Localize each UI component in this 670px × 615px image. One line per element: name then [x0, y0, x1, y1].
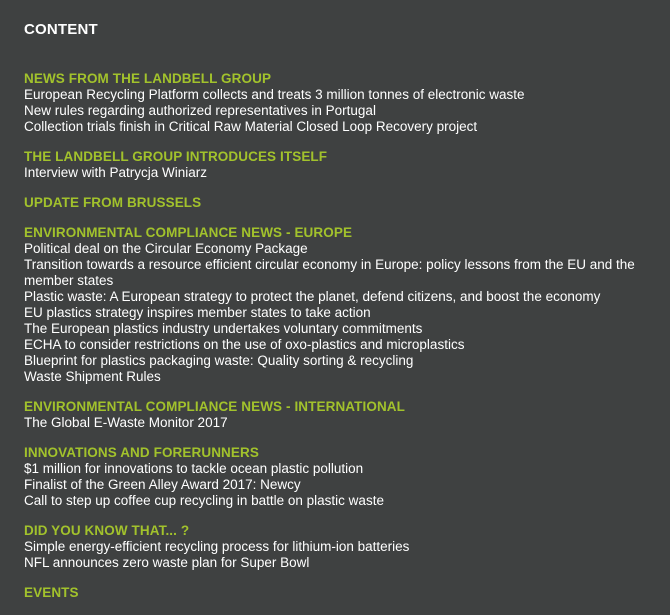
- article-link[interactable]: Call to step up coffee cup recycling in battle on plastic waste: [24, 493, 384, 508]
- article-link[interactable]: The Global E-Waste Monitor 2017: [24, 415, 228, 430]
- list-item: [24, 241, 670, 257]
- article-link[interactable]: Transition towards a resource efficient circular economy in Europe: policy lessons from the EU and the member states: [24, 257, 635, 288]
- section-heading-link[interactable]: EVENTS: [24, 585, 79, 600]
- article-link[interactable]: Blueprint for plastics packaging waste: Quality sorting & recycling: [24, 353, 414, 368]
- content-section: [24, 445, 670, 509]
- article-link[interactable]: Plastic waste: A European strategy to protect the planet, defend citizens, and boost the economy: [24, 289, 601, 304]
- list-item: [24, 415, 670, 431]
- list-item: [24, 305, 670, 321]
- article-link[interactable]: EU plastics strategy inspires member states to take action: [24, 305, 371, 320]
- page-title: CONTENT: [24, 21, 98, 38]
- list-item: [24, 461, 670, 477]
- content-section: [24, 195, 670, 211]
- content-section: [24, 225, 670, 385]
- article-list: [24, 539, 670, 571]
- content-section: [24, 71, 670, 135]
- list-item: [24, 165, 670, 181]
- content-section: [24, 149, 670, 181]
- article-link[interactable]: Simple energy-efficient recycling process for lithium-ion batteries: [24, 539, 410, 554]
- article-list: [24, 241, 670, 385]
- article-list: [24, 415, 670, 431]
- content-section: [24, 523, 670, 571]
- section-heading-link[interactable]: NEWS FROM THE LANDBELL GROUP: [24, 71, 272, 86]
- table-of-contents: [24, 71, 670, 601]
- section-heading-link[interactable]: UPDATE FROM BRUSSELS: [24, 195, 202, 210]
- article-link[interactable]: New rules regarding authorized representatives in Portugal: [24, 103, 376, 118]
- article-link[interactable]: Interview with Patrycja Winiarz: [24, 165, 208, 180]
- article-link[interactable]: Collection trials finish in Critical Raw Material Closed Loop Recovery project: [24, 119, 478, 134]
- list-item: [24, 493, 670, 509]
- article-link[interactable]: NFL announces zero waste plan for Super Bowl: [24, 555, 310, 570]
- list-item: [24, 369, 670, 385]
- content-section: [24, 399, 670, 431]
- list-item: [24, 87, 670, 103]
- article-list: [24, 461, 670, 509]
- article-list: [24, 87, 670, 135]
- list-item: [24, 289, 670, 305]
- article-link[interactable]: European Recycling Platform collects and treats 3 million tonnes of electronic waste: [24, 87, 525, 102]
- list-item: [24, 539, 670, 555]
- article-link[interactable]: Waste Shipment Rules: [24, 369, 161, 384]
- list-item: [24, 353, 670, 369]
- article-link[interactable]: ECHA to consider restrictions on the use of oxo-plastics and microplastics: [24, 337, 465, 352]
- article-link[interactable]: $1 million for innovations to tackle ocean plastic pollution: [24, 461, 364, 476]
- list-item: [24, 103, 670, 119]
- list-item: [24, 321, 670, 337]
- section-heading-link[interactable]: DID YOU KNOW THAT... ?: [24, 523, 190, 538]
- section-heading-link[interactable]: ENVIRONMENTAL COMPLIANCE NEWS - INTERNATIONAL: [24, 399, 405, 414]
- list-item: [24, 477, 670, 493]
- section-heading-link[interactable]: INNOVATIONS AND FORERUNNERS: [24, 445, 259, 460]
- article-link[interactable]: Political deal on the Circular Economy Package: [24, 241, 308, 256]
- article-link[interactable]: The European plastics industry undertakes voluntary commitments: [24, 321, 423, 336]
- list-item: [24, 119, 670, 135]
- article-list: [24, 165, 670, 181]
- list-item: [24, 337, 670, 353]
- list-item: [24, 257, 670, 289]
- list-item: [24, 555, 670, 571]
- section-heading-link[interactable]: THE LANDBELL GROUP INTRODUCES ITSELF: [24, 149, 328, 164]
- article-link[interactable]: Finalist of the Green Alley Award 2017: Newcy: [24, 477, 301, 492]
- content-section: [24, 585, 670, 601]
- section-heading-link[interactable]: ENVIRONMENTAL COMPLIANCE NEWS - EUROPE: [24, 225, 353, 240]
